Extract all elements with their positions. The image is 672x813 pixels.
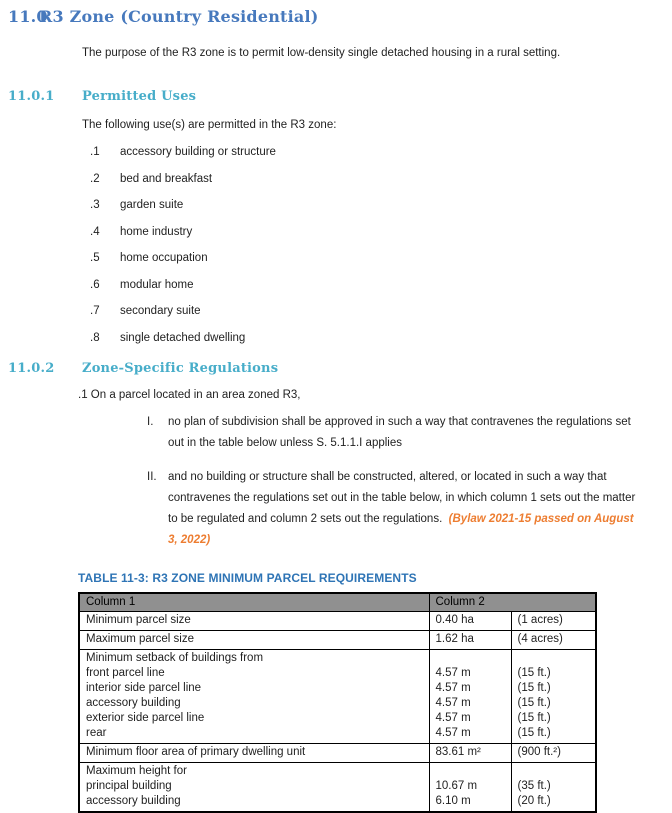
permitted-uses-list	[90, 146, 672, 344]
cell-line: (900 ft.²)	[517, 746, 561, 758]
permitted-use-item	[90, 173, 672, 185]
subclause-text: and no building or structure shall be constructed, altered, or located in such a way that contravenes the regulations set out in the table below, in which column 1 sets out the matter to be regulated and column 2 sets out the regulations. (Bylaw 2021-15 passed on August 3, 2022)	[168, 470, 636, 546]
document-page	[0, 7, 672, 807]
subclause-text: no plan of subdivision shall be approved in such a way that contravenes the regulations set out in the table below unless S. 5.1.1.I applies	[168, 415, 631, 449]
cell-line: front parcel line	[86, 667, 165, 679]
imperial-value-cell	[511, 762, 596, 812]
table-row	[79, 611, 596, 630]
cell-line: (15 ft.)	[517, 667, 551, 679]
subclause-item	[147, 412, 672, 454]
use-label: accessory building or structure	[120, 146, 276, 158]
metric-value-cell	[429, 630, 511, 649]
cell-line: (15 ft.)	[517, 682, 551, 694]
matter-cell	[79, 762, 429, 812]
table-row	[79, 743, 596, 762]
permitted-use-item	[90, 305, 672, 317]
cell-line: (35 ft.)	[517, 780, 551, 792]
cell-line: 4.57 m	[435, 697, 471, 709]
cell-line: accessory building	[86, 795, 181, 807]
column2-header: Column 2	[429, 593, 596, 612]
cell-line	[436, 764, 505, 779]
permitted-use-item	[90, 252, 672, 264]
use-label: modular home	[120, 278, 194, 291]
cell-line: interior side parcel line	[86, 682, 202, 694]
zone-table-body	[79, 611, 596, 812]
use-number: .8	[90, 331, 100, 344]
use-number: .5	[90, 252, 100, 264]
cell-line: (1 acres)	[517, 614, 563, 626]
cell-line: Maximum parcel size	[86, 633, 194, 645]
zone-regulations-heading	[0, 361, 672, 376]
cell-line: (15 ft.)	[517, 697, 551, 709]
intro-paragraph: The purpose of the R3 zone is to permit low-density single detached housing in a rural setting.	[82, 47, 561, 59]
cell-line	[436, 651, 505, 666]
clause-text: .1 On a parcel located in an area zoned R3,	[78, 388, 301, 401]
cell-line: 0.40 ha	[435, 614, 474, 626]
matter-cell	[79, 743, 429, 762]
use-number: .7	[90, 305, 100, 317]
subclause-number: II.	[147, 470, 157, 483]
imperial-value-cell	[511, 611, 596, 630]
metric-value-cell	[429, 762, 511, 812]
permitted-use-item	[90, 146, 672, 158]
permitted-use-item	[90, 332, 672, 344]
metric-value-cell	[429, 649, 511, 743]
cell-line: (15 ft.)	[517, 727, 551, 739]
cell-line: 83.61 m²	[435, 746, 481, 758]
cell-line: exterior side parcel line	[86, 712, 205, 724]
section-heading	[8, 7, 672, 26]
cell-line: Minimum setback of buildings from	[86, 652, 264, 664]
use-number: .4	[90, 225, 100, 238]
cell-line	[518, 764, 590, 779]
cell-line: principal building	[86, 780, 172, 792]
table-title: TABLE 11-3: R3 ZONE MINIMUM PARCEL REQUIREMENTS	[78, 570, 417, 585]
section-title: R3 Zone (Country Residential)	[39, 7, 319, 26]
subclause-list	[147, 412, 672, 551]
cell-line: Minimum parcel size	[86, 614, 191, 626]
table-row	[79, 649, 596, 743]
cell-line: (20 ft.)	[517, 795, 551, 807]
imperial-value-cell	[511, 630, 596, 649]
permitted-uses-heading	[0, 89, 672, 104]
matter-cell	[79, 649, 429, 743]
cell-line: 1.62 ha	[435, 633, 474, 645]
cell-line: 6.10 m	[435, 795, 471, 807]
subclause-number: I.	[147, 415, 154, 428]
metric-value-cell	[429, 611, 511, 630]
imperial-value-cell	[511, 649, 596, 743]
use-number: .1	[90, 146, 100, 158]
cell-line: Maximum height for	[86, 765, 187, 777]
matter-cell	[79, 630, 429, 649]
cell-line: 10.67 m	[435, 780, 478, 792]
cell-line	[518, 651, 590, 666]
permitted-use-item	[90, 199, 672, 211]
subclause-item	[147, 467, 672, 551]
use-label: single detached dwelling	[120, 331, 246, 344]
use-label: secondary suite	[120, 305, 201, 317]
cell-line: 4.57 m	[435, 667, 471, 679]
cell-line: 4.57 m	[435, 682, 471, 694]
use-number: .6	[90, 278, 100, 291]
table-row	[79, 762, 596, 812]
zone-regulations-number: 11.0.2	[8, 360, 55, 376]
column1-header: Column 1	[79, 593, 429, 612]
permitted-uses-lead: The following use(s) are permitted in the R3 zone:	[82, 119, 337, 131]
permitted-use-item	[90, 226, 672, 238]
use-label: home industry	[120, 225, 193, 238]
permitted-uses-title: Permitted Uses	[82, 89, 197, 104]
permitted-uses-number: 11.0.1	[8, 89, 55, 104]
permitted-use-item	[90, 279, 672, 291]
zone-requirements-table	[78, 592, 597, 813]
use-label: bed and breakfast	[120, 172, 213, 185]
use-label: home occupation	[120, 252, 208, 264]
use-label: garden suite	[120, 199, 184, 211]
cell-line: Minimum floor area of primary dwelling unit	[86, 746, 306, 758]
section-number: 11.0	[8, 7, 48, 26]
cell-line: accessory building	[86, 697, 181, 709]
cell-line: (15 ft.)	[517, 712, 551, 724]
imperial-value-cell	[511, 743, 596, 762]
table-row	[79, 630, 596, 649]
use-number: .2	[90, 172, 100, 185]
cell-line: (4 acres)	[517, 633, 563, 645]
table-header-row	[79, 593, 596, 612]
cell-line: rear	[86, 727, 107, 739]
zone-regulations-title: Zone-Specific Regulations	[82, 360, 279, 376]
cell-line: 4.57 m	[435, 727, 471, 739]
use-number: .3	[90, 199, 100, 211]
cell-line: 4.57 m	[435, 712, 471, 724]
bylaw-amendment-note: (Bylaw 2021-15 passed on August 3, 2022)	[168, 512, 634, 546]
metric-value-cell	[429, 743, 511, 762]
matter-cell	[79, 611, 429, 630]
